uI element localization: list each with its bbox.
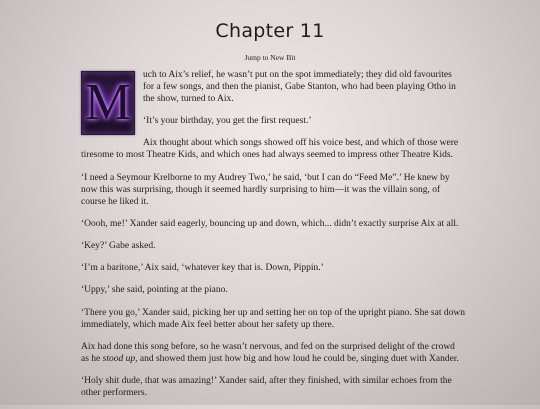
chapter-title: Chapter 11 bbox=[215, 20, 325, 42]
paragraph-text: , and showed them just how big and how loud he could be, singing duet with Xander. bbox=[135, 353, 459, 364]
paragraph-text: uch to Aix’s relief, he wasn’t put on the spot immediately; they did old favourites for a few songs, and then the pianist, Gabe Stanton, who had been playing Otho in the show, turned to Aix. bbox=[143, 70, 456, 104]
drop-cap-letter: M bbox=[84, 74, 132, 131]
paragraph: Aix thought about which songs showed off his voice best, and which of those were tiresome to most Theatre Kids, and which ones had always seemed to impress other Theatre Kids. bbox=[81, 138, 459, 161]
paragraph: ‘Uppy,’ she said, pointing at the piano. bbox=[81, 285, 228, 296]
paragraph: ‘I’m a baritone,’ Aix said, ‘whatever key that is. Down, Pippin.’ bbox=[81, 263, 324, 274]
paragraph: ‘There you go,’ Xander said, picking her up and setting her on top of the upright piano. She sat down immediately, which made Aix feel better about her safety up there. bbox=[81, 307, 465, 330]
paragraph: ‘I need a Seymour Krelborne to my Audrey Two,’ he said, ‘but I can do “Feed Me”.’ He knew by now this was surprising, though it seemed hardly surprising to him—it was the villain song, of course he liked it. bbox=[81, 172, 450, 207]
paragraph: ‘Key?’ Gabe asked. bbox=[81, 240, 156, 251]
jump-to-new-bit-link[interactable]: Jump to New Bit bbox=[244, 53, 296, 62]
paragraph: ‘Holy shit dude, that was amazing!’ Xander said, after they finished, with similar echoes from the other performers. bbox=[81, 375, 452, 398]
paragraph-text: Aix had done this song before, so he wasn’t nervous, and fed on the surprised delight of the crowd as he bbox=[81, 341, 455, 364]
drop-cap-m bbox=[81, 71, 135, 135]
emphasis-text: stood up bbox=[102, 353, 136, 364]
story-text bbox=[81, 69, 465, 409]
paragraph: ‘Oooh, me!’ Xander said eagerly, bouncing up and down, which... didn’t exactly surprise Aix at all. bbox=[81, 218, 459, 229]
paragraph: ‘It’s your birthday, you get the first request.’ bbox=[143, 116, 312, 127]
paragraph bbox=[81, 341, 465, 365]
